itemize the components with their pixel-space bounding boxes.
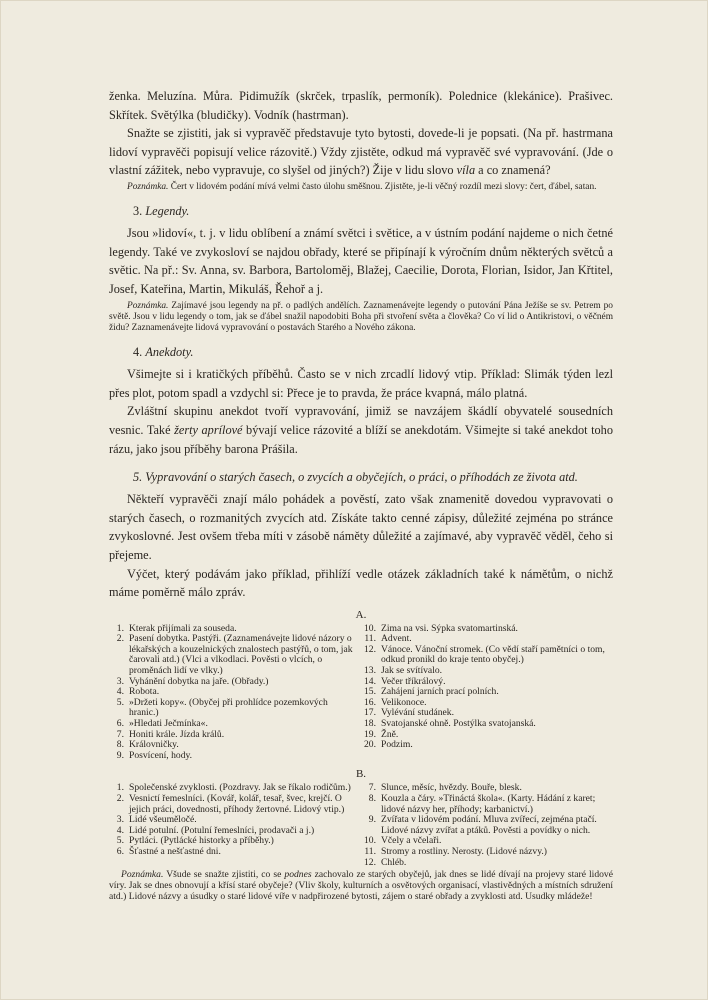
list-item <box>361 740 613 751</box>
list-item-text: Společenské zvyklosti. (Pozdravy. Jak se říkalo rodičům.) <box>129 782 351 794</box>
list-item-number: 12. <box>364 856 376 868</box>
section-4-text-a: Zvláštní skupinu anekdot tvoří vypravování, jimiž se navzájem škádlí obyvatelé sousedních vesnic. Také <box>109 404 613 437</box>
list-item-number: 10. <box>364 622 376 634</box>
section-title: Legendy. <box>145 204 190 219</box>
list-item <box>109 751 353 762</box>
list-item-text: Slunce, měsíc, hvězdy. Bouře, blesk. <box>381 782 522 794</box>
list-item-number: 11. <box>364 845 376 857</box>
list-item-text: Velikonoce. <box>381 696 427 708</box>
list-item-text: Robota. <box>129 686 160 698</box>
list-item-number: 10. <box>364 835 376 847</box>
list-item-number: 4. <box>116 686 124 698</box>
intro-text-b: a co znamená? <box>475 163 551 178</box>
list-item-number: 9. <box>116 749 124 761</box>
list-item-number: 20. <box>364 739 376 751</box>
list-item-number: 2. <box>116 793 124 804</box>
list-item-number: 19. <box>364 728 376 740</box>
list-item-number: 1. <box>116 782 124 794</box>
section-3-note <box>109 301 613 335</box>
list-item-text: Lidé potulní. (Potulní řemeslníci, prodavači a j.) <box>129 824 315 836</box>
list-item-text: Pytláci. (Pytlácké historky a příběhy.) <box>129 835 274 847</box>
section-number: 4. <box>133 345 143 360</box>
list-a-letter: A. <box>355 608 367 621</box>
list-b-right <box>361 783 613 868</box>
list-item <box>109 794 353 815</box>
section-4-text-b: bývají velice rázovité a blíží se anekdotám. Všimejte si také anekdot toho rázu, jako jsou příběhy barona Prášila. <box>109 422 613 456</box>
list-item-number: 12. <box>364 643 376 655</box>
section-5-paragraph-2: Výčet, který podávám jako příklad, přihlíží vedle otázek základních také k námětům, o nichž máme poměrně málo zpráv. <box>109 566 613 600</box>
list-item-text: »Držeti kopy«. (Obyčej při prohlídce pozemkových hranic.) <box>129 696 328 719</box>
list-item-text: Zahájení jarních prací polních. <box>381 686 499 698</box>
list-a-right <box>361 624 613 762</box>
list-item <box>361 794 613 815</box>
list-item-number: 3. <box>116 675 124 687</box>
intro-paragraph: ženka. Meluzína. Můra. Pidimužík (skrček, trpaslík, permoník). Polednice (klekánice). Prašivec. Skřítek. Světýlka (bludičky). Vodník (hastrman). <box>109 89 613 122</box>
list-item-text: Vylévání studánek. <box>381 707 455 719</box>
list-a-left <box>109 624 353 762</box>
list-item-text: Vánoce. Vánoční stromek. (Co vědí staří pamětníci o tom, odkud pronikl do kraje tento obyčej.) <box>381 643 605 666</box>
list-item-number: 13. <box>364 665 376 677</box>
list-item-number: 15. <box>364 686 376 698</box>
list-item-text: Kouzla a čáry. »Třináctá škola«. (Karty. Hádání z karet; lidové názvy her, příhody; karbanictví.) <box>381 793 596 815</box>
list-item <box>109 634 353 676</box>
note-label: Poznámka. <box>127 300 169 311</box>
text-column <box>109 87 613 903</box>
list-item-text: Šťastné a nešťastné dni. <box>129 845 221 857</box>
list-item-text: Žně. <box>381 728 399 740</box>
section-3-heading <box>109 202 613 220</box>
list-item-text: Zima na vsi. Sýpka svatomartinská. <box>381 622 518 634</box>
list-b-letter: B. <box>355 768 367 781</box>
list-item-number: 2. <box>116 633 124 645</box>
section-5-paragraph: Někteří vypravěči znají málo pohádek a pověstí, zato však znamenitě dovedou vypravovati o starých časech, o rozmanitých zvycích atd. Získáte takto cenné zápisy, důležité zejména po stránce zvykoslovné. Jest ovšem třeba míti v zásobě náměty důležité a zajímavé, aby vypravěč věděl, čeho si přejeme. <box>109 492 613 562</box>
list-item-text: »Hledati Ječmínka«. <box>129 718 208 730</box>
list-item-text: Chléb. <box>381 856 407 868</box>
section-3-paragraph: Jsou »lidoví«, t. j. v lidu oblíbení a známí světci i světice, a v ústním podání najdeme o nich četné legendy. Také ve zvykosloví se najdou obřady, které se připínají k výročním dnům některých světců a světic. Na př.: Sv. Anna, sv. Barbora, Bartoloměj, Blažej, Caecilie, Dorota, Florian, Isidor, Jan Křtitel, Josef, Kateřina, Martin, Mikuláš, Řehoř a j. <box>109 226 613 296</box>
list-item-text: Vesnictí řemeslníci. (Kovář, kolář, tesař, švec, krejčí. O jejich práci, dovednosti, příhody žertovné. Lidový vtip.) <box>129 793 345 815</box>
note-text-a: Všude se snažte zjistiti, co se <box>163 869 285 881</box>
list-item-number: 8. <box>368 793 376 804</box>
intro-text-a: Snažte se zjistiti, jak si vypravěč představuje tyto bytosti, dovede-li je popsati. (Na př. hastrmana lidoví vypravěči popisují velice rázovitě.) Vždy zjistěte, odkud má vypravěč své vypravování. (Jde o vlastní zážitek, nebo vypravuje, co slyšel od jiných?) Žije v lidu slovo <box>109 126 613 178</box>
section-title: Anekdoty. <box>145 345 194 360</box>
list-item-number: 3. <box>116 814 124 826</box>
section-4-italic: žerty aprílové <box>174 422 243 437</box>
section-4-paragraph-2 <box>109 402 613 458</box>
note-label: Poznámka. <box>127 181 169 192</box>
note-text: Čert v lidovém podání mívá velmi často úlohu směšnou. Zjistěte, je-li věčný rozdíl mezi slovy: čert, ďábel, satan. <box>168 181 597 192</box>
list-item-number: 16. <box>364 696 376 708</box>
intro-note <box>109 182 613 193</box>
list-a <box>109 624 613 762</box>
list-item-number: 18. <box>364 718 376 730</box>
section-4-paragraph: Všimejte si i kratičkých příběhů. Často se v nich zrcadlí lidový vtip. Příklad: Slimák týden lezl přes plot, potom spadl a vzdychl si: Přece je to pravda, že práce kvapná, málo platná. <box>109 367 613 400</box>
list-item-text: Pasení dobytka. Pastýři. (Zaznamenávejte lidové názory o lékařských a kouzelnických znalostech pastýřů, o tom, jak čarovali atd.) (Vlci a vlkodlaci. Pověsti o vlcích, o proměnách lidí ve vlky.) <box>129 633 353 677</box>
list-item-number: 11. <box>364 633 376 645</box>
list-item <box>361 645 613 666</box>
list-item-text: Stromy a rostliny. Nerosty. (Lidové názvy.) <box>381 845 547 857</box>
section-5-heading <box>109 468 613 486</box>
list-item-number: 6. <box>116 718 124 730</box>
list-b <box>109 783 613 868</box>
list-item-number: 6. <box>116 845 124 857</box>
list-item-text: Advent. <box>381 633 412 645</box>
list-item-text: Honiti krále. Jízda králů. <box>129 728 225 740</box>
list-item <box>361 858 613 869</box>
list-b-left <box>109 783 353 868</box>
final-note <box>109 870 613 902</box>
list-item <box>109 847 353 858</box>
list-item <box>361 847 613 858</box>
section-title: 5. Vypravování o starých časech, o zvycích a obyčejích, o práci, o příhodách ze života atd. <box>133 470 578 485</box>
list-item-text: Vyhánění dobytka na jaře. (Obřady.) <box>129 675 269 687</box>
list-item-text: Královničky. <box>129 739 179 751</box>
list-item <box>109 698 353 719</box>
list-item <box>361 719 613 730</box>
list-item-number: 1. <box>116 622 124 634</box>
note-label: Poznámka. <box>121 869 164 881</box>
list-item-text: Podzim. <box>381 739 413 751</box>
list-item-text: Jak se svítívalo. <box>381 665 443 677</box>
list-item-number: 14. <box>364 675 376 687</box>
intro-italic-word: víla <box>456 163 476 178</box>
section-number: 3. <box>133 204 143 219</box>
list-item-text: Posvícení, hody. <box>129 749 193 761</box>
list-item-text: Lidé všeuměločé. <box>129 814 197 826</box>
section-4-heading <box>109 343 613 361</box>
list-item-number: 7. <box>116 728 124 740</box>
intro-paragraph-2 <box>109 124 613 180</box>
list-item-number: 9. <box>368 814 376 826</box>
list-item-text: Večer tříkrálový. <box>381 675 446 687</box>
note-text-b: zachovalo ze starých obyčejů, jak dnes se lidé dívají na projevy staré lidové víry. Jak se dnes obnovují a křísí staré obyčeje? (Vliv školy, kulturních a osvětových organisací, vlastivědných a místních sdružení atd.) Lidové názvy a úsudky o staré lidové víře v nadpřirozené bytosti, zájem o staré obřady a zvyklosti atd. Usudky mládeže! <box>109 869 613 902</box>
list-item-text: Kterak přijímali za souseda. <box>129 622 237 634</box>
note-text: Zajímavé jsou legendy na př. o padlých andělích. Zaznamenávejte legendy o putování Pána Ježíše se sv. Petrem po světě. Jsou v lidu legendy o tom, jak se ďábel snažil napodobiti Boha při stvoření světa a člověka? Co ví lid o Antikristovi, o věčném židu? Zaznamenávejte lidová vypravování o postavách Starého a Nového zákona. <box>109 300 613 333</box>
list-item-number: 5. <box>116 835 124 847</box>
list-item <box>361 815 613 836</box>
list-item-number: 5. <box>116 696 124 708</box>
list-item-number: 7. <box>368 782 376 794</box>
list-item-number: 17. <box>364 707 376 719</box>
list-item-text: Zvířata v lidovém podání. Mluva zvířecí, zejména ptačí. Lidové názvy zvířat a ptáků. Pověsti a povídky o nich. <box>381 814 597 836</box>
list-item-text: Včely a včelaři. <box>381 835 442 847</box>
note-italic-word: podnes <box>284 869 312 881</box>
list-item-number: 8. <box>116 739 124 751</box>
list-item-number: 4. <box>116 824 124 836</box>
list-item-text: Svatojanské ohně. Postýlka svatojanská. <box>381 718 536 730</box>
